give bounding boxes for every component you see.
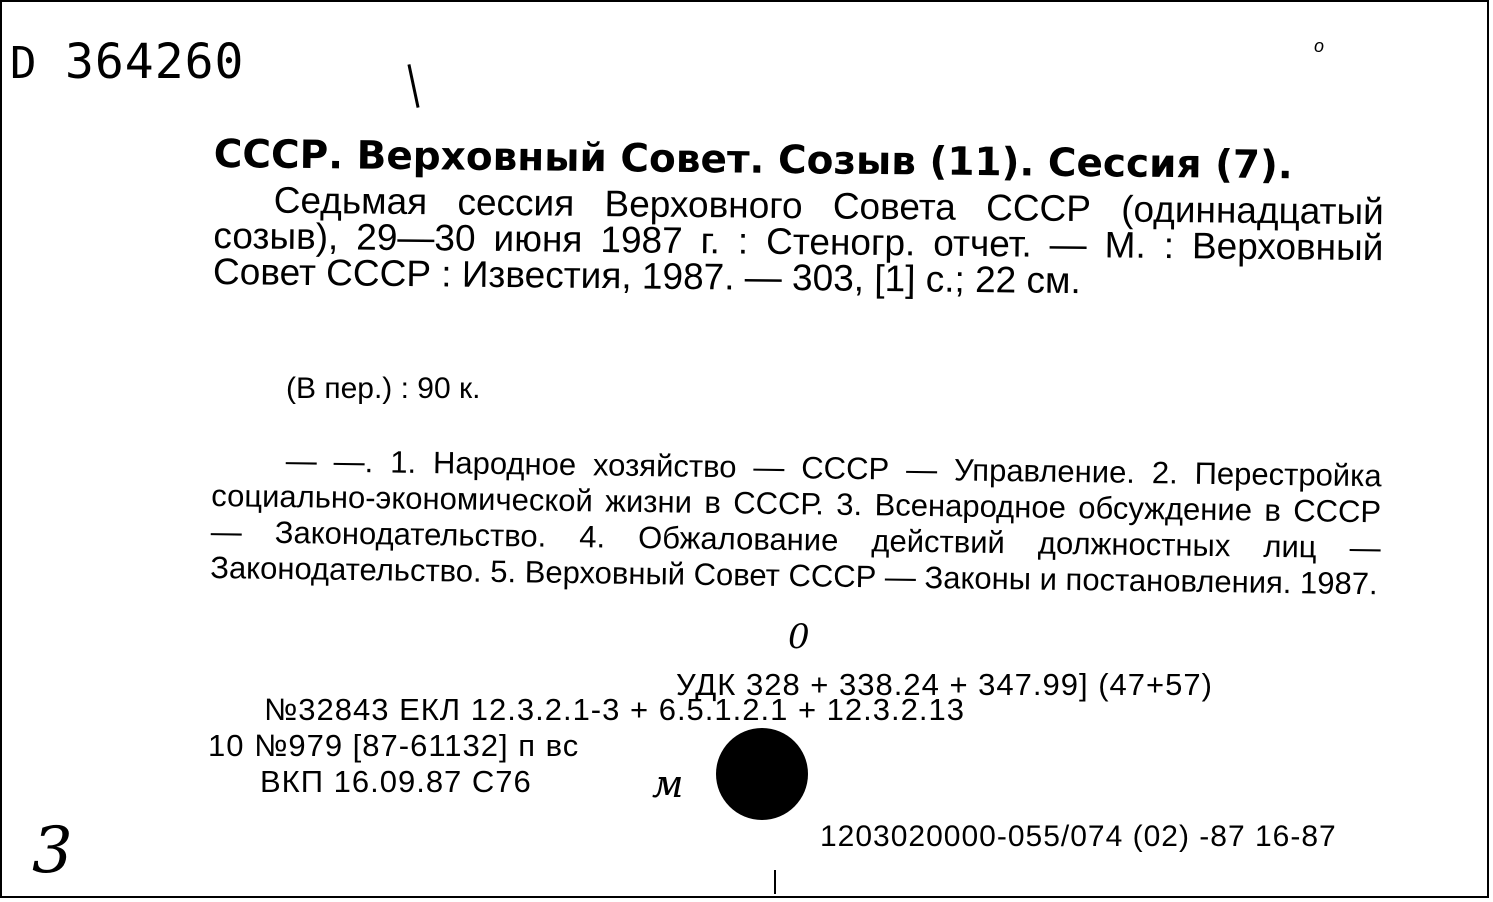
heading: СССР. Верховный Совет. Созыв (11). Сессия (7). <box>213 132 1293 189</box>
vkp-line: ВКП 16.09.87 С76 <box>260 764 532 799</box>
subjects-text: — —. 1. Народное хозяйство — СССР — Управление. 2. Перестройка социально-экономической жизни в СССР. 3. Всенародное обсуждение в СССР — Законодательство. 4. Обжалование действий должностных лиц — Законодательство. 5. Верховный Совет СССР — Законы и постановления. 1987. <box>210 443 1382 602</box>
ekl-line: №32843 ЕКЛ 12.3.2.1-3 + 6.5.1.2.1 + 12.3.2.13 <box>264 692 965 727</box>
pen-stroke <box>407 64 419 108</box>
record-line: 10 №979 [87-61132] п вс <box>208 728 580 763</box>
page-number: 3 <box>32 814 73 888</box>
corner-mark: o <box>1314 36 1325 56</box>
classification-code: 1203020000-055/074 (02) -87 16-87 <box>820 820 1337 853</box>
call-number-prefix: D <box>10 38 38 89</box>
handwritten-initial: м <box>652 762 684 806</box>
udk-line: УДК 328 + 338.24 + 347.99] (47+57) <box>676 667 1213 702</box>
call-number <box>10 34 244 90</box>
handwritten-mark: 0 <box>788 617 810 657</box>
description-text: Седьмая сессия Верховного Совета СССР (одиннадцатый созыв), 29—30 июня 1987 г. : Стеногр. отчет. — М. : Верховный Совет СССР : Известия, 1987. — 303, [1] с.; 22 см. <box>212 179 1384 302</box>
subject-headings <box>210 442 1382 602</box>
description <box>212 179 1384 302</box>
punch-hole <box>716 728 808 820</box>
call-number-digits: 364260 <box>65 34 245 90</box>
price: (В пер.) : 90 к. <box>286 372 481 405</box>
pen-stroke-lower <box>774 870 776 894</box>
